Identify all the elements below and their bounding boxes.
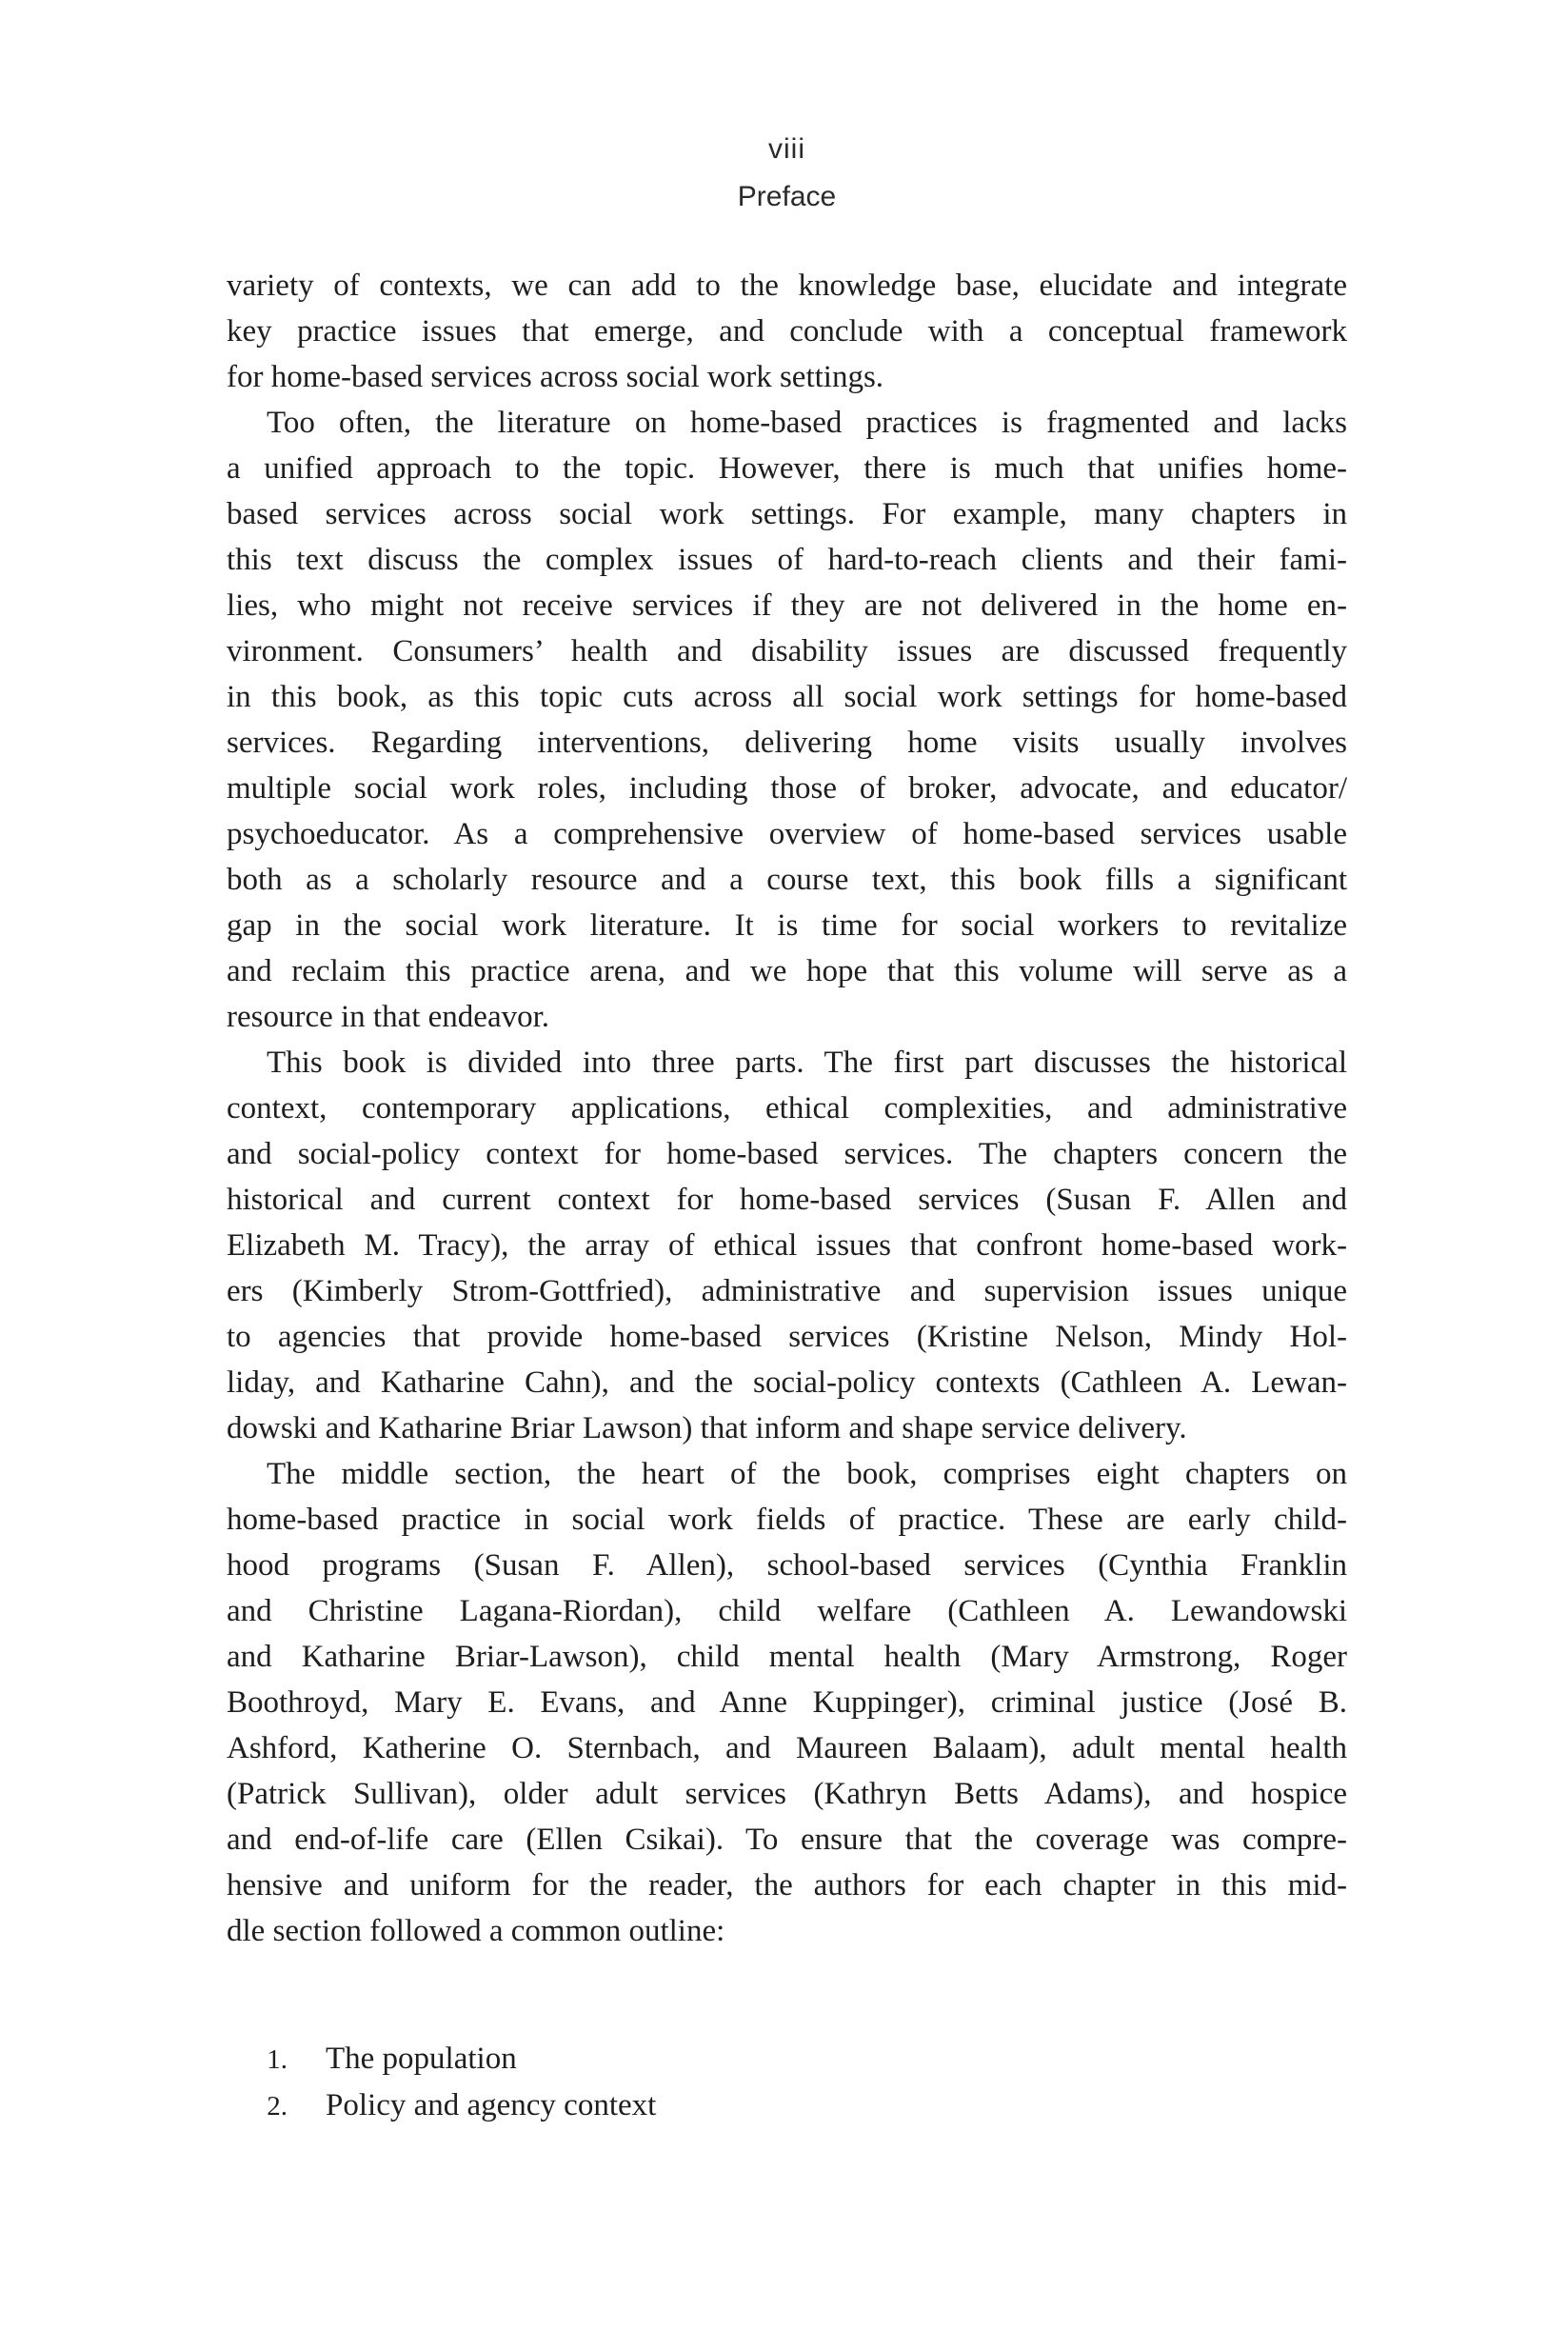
- paragraph: [227, 1451, 1347, 1954]
- text-line: vironment. Consumers’ health and disability issues are discussed frequently: [227, 634, 1347, 668]
- page-header: [227, 126, 1347, 221]
- text-line: hensive and uniform for the reader, the authors for each chapter in this mid-: [227, 1868, 1347, 1903]
- outline-list: [227, 2036, 1347, 2129]
- text-line: multiple social work roles, including those of broker, advocate, and educator/: [227, 771, 1347, 806]
- text-line: to agencies that provide home-based services (Kristine Nelson, Mindy Hol-: [227, 1320, 1347, 1354]
- text-line: variety of contexts, we can add to the knowledge base, elucidate and integrate: [227, 269, 1347, 303]
- text-line: ers (Kimberly Strom-Gottfried), administrative and supervision issues unique: [227, 1274, 1347, 1308]
- text-line: and social-policy context for home-based services. The chapters concern the: [227, 1137, 1347, 1171]
- text-line: and reclaim this practice arena, and we hope that this volume will serve as a: [227, 954, 1347, 988]
- running-head: Preface: [737, 181, 837, 212]
- paragraph: [227, 1040, 1347, 1451]
- text-line: in this book, as this topic cuts across all social work settings for home-based: [227, 680, 1347, 714]
- text-line: key practice issues that emerge, and conclude with a conceptual framework: [227, 314, 1347, 349]
- text-line: Too often, the literature on home-based practices is fragmented and lacks: [267, 406, 1347, 440]
- text-line: The middle section, the heart of the book, comprises eight chapters on: [267, 1457, 1347, 1491]
- text-line: and Christine Lagana-Riordan), child welfare (Cathleen A. Lewandowski: [227, 1594, 1347, 1628]
- text-line: psychoeducator. As a comprehensive overview of home-based services usable: [227, 817, 1347, 851]
- outline-item-text: The population: [326, 2042, 517, 2076]
- text-line: Elizabeth M. Tracy), the array of ethical issues that confront home-based work-: [227, 1228, 1347, 1263]
- text-line: and Katharine Briar-Lawson), child mental health (Mary Armstrong, Roger: [227, 1640, 1347, 1674]
- text-line: liday, and Katharine Cahn), and the social-policy contexts (Cathleen A. Lewan-: [227, 1365, 1347, 1400]
- text-line: lies, who might not receive services if they are not delivered in the home en-: [227, 588, 1347, 623]
- paragraph: [227, 263, 1347, 400]
- text-line: dowski and Katharine Briar Lawson) that inform and shape service delivery.: [227, 1411, 1187, 1445]
- outline-item: [227, 2036, 1347, 2082]
- text-line: home-based practice in social work fields of practice. These are early child-: [227, 1503, 1347, 1537]
- text-line: (Patrick Sullivan), older adult services (Kathryn Betts Adams), and hospice: [227, 1777, 1347, 1811]
- text-line: based services across social work settings. For example, many chapters in: [227, 497, 1347, 531]
- text-line: for home-based services across social work settings.: [227, 360, 884, 394]
- text-line: Boothroyd, Mary E. Evans, and Anne Kuppinger), criminal justice (José B.: [227, 1685, 1347, 1720]
- outline-item-text: Policy and agency context: [326, 2088, 657, 2122]
- body-text: [227, 263, 1347, 2129]
- outline-item-number: 2.: [267, 2091, 288, 2122]
- text-line: a unified approach to the topic. However, there is much that unifies home-: [227, 451, 1347, 486]
- text-line: gap in the social work literature. It is time for social workers to revitalize: [227, 908, 1347, 943]
- text-line: This book is divided into three parts. The first part discusses the historical: [267, 1046, 1347, 1080]
- text-line: context, contemporary applications, ethical complexities, and administrative: [227, 1091, 1347, 1126]
- text-line: both as a scholarly resource and a course text, this book fills a significant: [227, 863, 1347, 897]
- text-line: resource in that endeavor.: [227, 1000, 550, 1034]
- text-line: this text discuss the complex issues of hard-to-reach clients and their fami-: [227, 543, 1347, 577]
- paragraph: [227, 400, 1347, 1040]
- text-line: dle section followed a common outline:: [227, 1914, 725, 1948]
- outline-item: [227, 2082, 1347, 2129]
- page-number: viii: [768, 133, 805, 165]
- text-line: and end-of-life care (Ellen Csikai). To ensure that the coverage was compre-: [227, 1823, 1347, 1857]
- text-line: Ashford, Katherine O. Sternbach, and Maureen Balaam), adult mental health: [227, 1731, 1347, 1765]
- text-line: historical and current context for home-based services (Susan F. Allen and: [227, 1183, 1347, 1217]
- text-line: services. Regarding interventions, delivering home visits usually involves: [227, 726, 1347, 760]
- text-line: hood programs (Susan F. Allen), school-based services (Cynthia Franklin: [227, 1548, 1347, 1583]
- outline-item-number: 1.: [267, 2044, 288, 2075]
